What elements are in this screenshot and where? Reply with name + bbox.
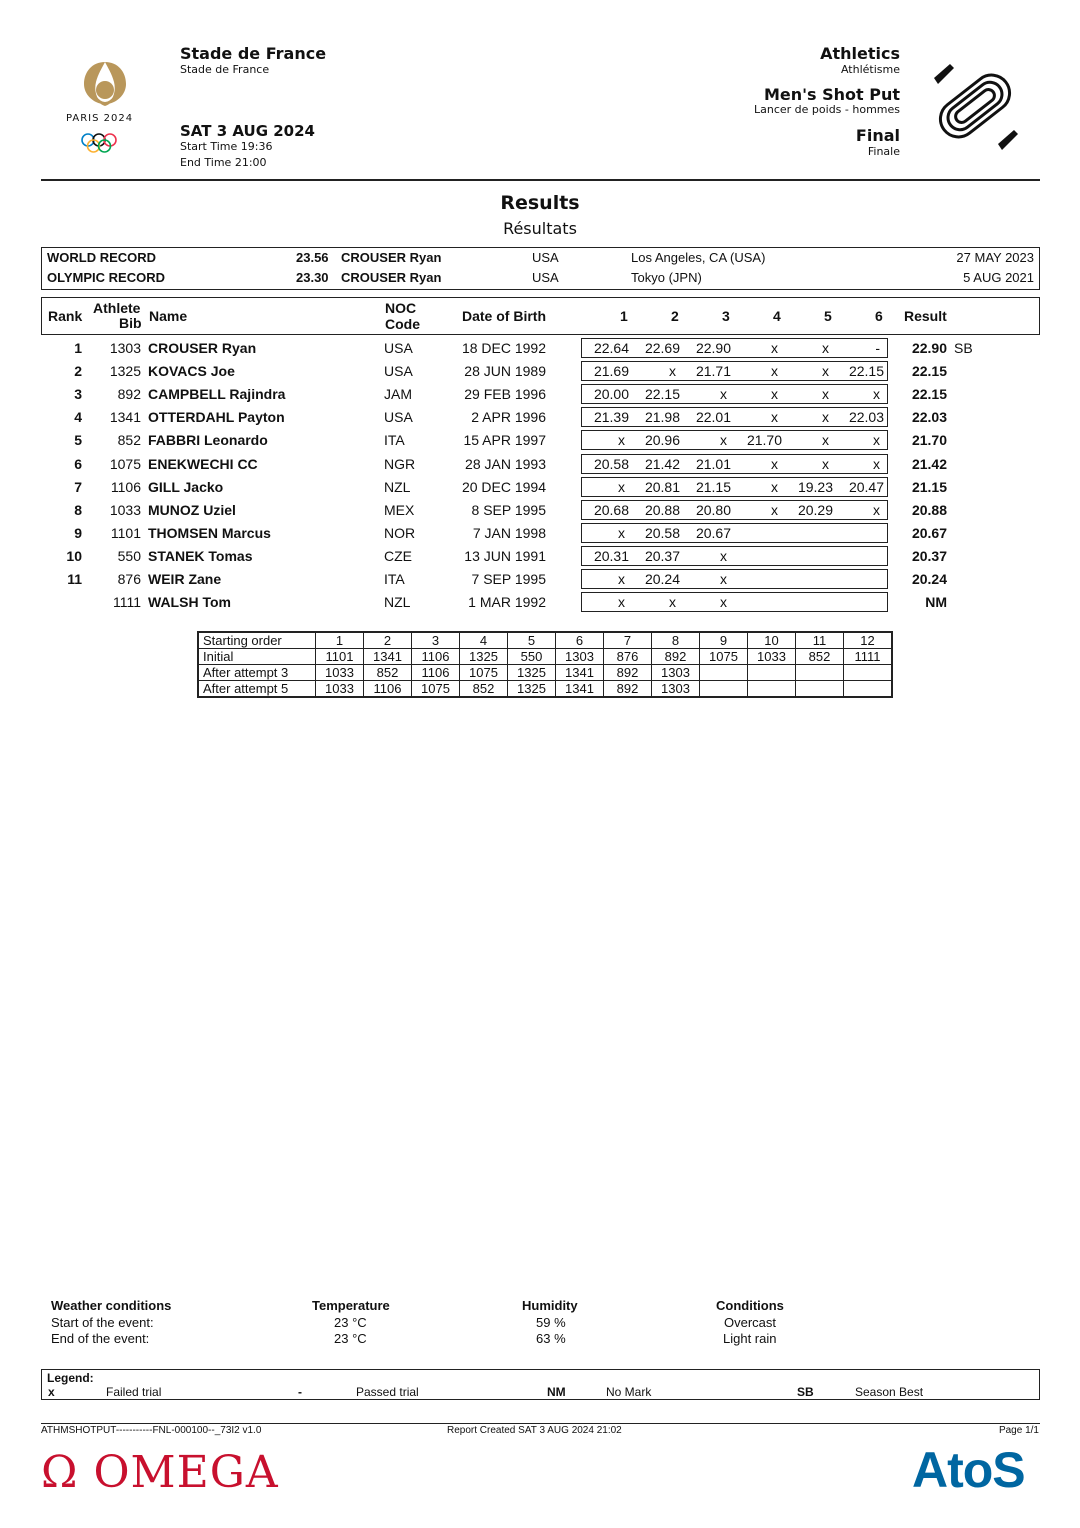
trial-4-cell: x (771, 340, 778, 356)
trials-box (581, 592, 888, 612)
athlete-name: OTTERDAHL Payton (148, 409, 285, 426)
dob-cell: 7 JAN 1998 (472, 524, 546, 541)
bib-cell: 12 (844, 632, 893, 649)
rank-cell: 6 (74, 455, 82, 472)
trial-2-cell: 20.37 (644, 547, 680, 564)
bib-cell: 10 (748, 632, 796, 649)
olympic-record-row (42, 268, 1039, 288)
bib-cell: 1101 (316, 649, 364, 665)
bib-cell: 1341 (364, 649, 412, 665)
omega-logo: Ω OMEGA (41, 1447, 279, 1498)
bib-cell: 1341 (109, 409, 141, 426)
noc-cell: NGR (384, 455, 416, 472)
trial-1-cell: x (618, 432, 625, 449)
athlete-name: MUNOZ Uziel (148, 501, 236, 518)
noc-cell: NZL (384, 594, 411, 611)
rank-cell: 10 (66, 547, 82, 564)
bib-cell: 1106 (412, 649, 460, 665)
bib-cell: 1033 (316, 665, 364, 681)
logo-wordmark: PARIS 2024 (66, 113, 134, 124)
report-created: Report Created SAT 3 AUG 2024 21:02 (447, 1425, 622, 1436)
document-code: ATHMSHOTPUT-----------FNL-000100--_73I2 v1.0 (41, 1425, 262, 1436)
record-date: 5 AUG 2021 (963, 270, 1034, 285)
legend-desc: Failed trial (106, 1385, 162, 1399)
col-rank: Rank (48, 308, 83, 324)
trial-6-cell: x (873, 501, 880, 518)
rank-cell: 8 (74, 501, 82, 518)
trial-3-cell: 21.15 (695, 478, 731, 495)
humidity-heading: Humidity (522, 1298, 578, 1313)
trial-1-cell: x (618, 524, 625, 541)
trial-3-cell: x (720, 547, 727, 564)
trial-6-cell: 22.03 (848, 409, 884, 426)
page-number: Page 1/1 (998, 1425, 1039, 1436)
bib-cell: 3 (412, 632, 460, 649)
venue-subtitle: Stade de France (180, 63, 270, 76)
bib-cell: 852 (364, 665, 412, 681)
trial-1-cell: x (618, 594, 625, 611)
bib-cell: 1303 (109, 340, 141, 356)
result-cell: 22.90 (911, 340, 947, 356)
bib-cell: 876 (117, 571, 141, 587)
dob-cell: 2 APR 1996 (471, 409, 546, 426)
result-cell: 21.70 (911, 432, 947, 449)
athlete-name: STANEK Tomas (148, 547, 253, 564)
record-label: WORLD RECORD (47, 250, 157, 265)
dob-cell: 29 FEB 1996 (464, 386, 546, 403)
trial-3-cell: 21.01 (695, 455, 731, 472)
record-athlete: CROUSER Ryan (341, 250, 442, 265)
trial-1-cell: 20.00 (593, 386, 629, 403)
result-row (41, 476, 1040, 499)
dob-cell: 15 APR 1997 (463, 432, 546, 449)
phase-title: Final (855, 126, 900, 145)
col-noc-2: Code (385, 316, 420, 332)
result-cell: 20.24 (911, 571, 947, 587)
legend-box (41, 1369, 1040, 1400)
trial-4-cell: 21.70 (746, 432, 782, 449)
record-noc: USA (532, 250, 559, 265)
sport-title: Athletics (820, 44, 900, 63)
trial-4-cell: x (771, 409, 778, 426)
bib-cell: 4 (460, 632, 508, 649)
trial-2-cell: x (669, 594, 676, 611)
trial-2-cell: 22.69 (644, 340, 680, 356)
result-cell: 22.15 (911, 386, 947, 403)
bib-cell: 1325 (508, 681, 556, 698)
trial-2-cell: 20.58 (644, 524, 680, 541)
result-row (41, 499, 1040, 522)
bib-cell (844, 681, 893, 698)
trial-6-cell: 20.47 (848, 478, 884, 495)
bib-cell: 1111 (112, 594, 141, 611)
trial-3-cell: x (720, 386, 727, 403)
trial-1-cell: 20.58 (593, 455, 629, 472)
result-row (41, 429, 1040, 452)
trials-box (581, 477, 888, 497)
footer-divider (41, 1423, 1040, 1424)
bib-cell: 1325 (109, 363, 141, 380)
athlete-name: FABBRI Leonardo (148, 432, 268, 449)
noc-cell: USA (384, 409, 413, 426)
trial-1-cell: 21.69 (593, 363, 629, 380)
dob-cell: 13 JUN 1991 (464, 547, 546, 564)
row-label: Starting order (198, 632, 316, 649)
end-temperature: 23 °C (334, 1331, 367, 1346)
rank-cell: 5 (74, 432, 82, 449)
bib-cell: 7 (604, 632, 652, 649)
col-t5: 5 (824, 308, 832, 324)
legend-code: SB (797, 1385, 814, 1399)
trial-6-cell: x (873, 455, 880, 472)
rank-cell: 1 (74, 340, 82, 356)
bib-cell: 892 (652, 649, 700, 665)
trial-1-cell: x (618, 478, 625, 495)
trial-3-cell: 20.80 (695, 501, 731, 518)
rank-cell: 4 (74, 409, 82, 426)
trial-5-cell: x (822, 432, 829, 449)
bib-cell: 1341 (556, 681, 604, 698)
bib-cell: 892 (604, 665, 652, 681)
results-subtitle: Résultats (503, 219, 577, 238)
noc-cell: ITA (384, 571, 405, 587)
event-date: SAT 3 AUG 2024 (180, 122, 315, 140)
bib-cell (796, 681, 844, 698)
trial-2-cell: 20.96 (644, 432, 680, 449)
athlete-name: KOVACS Joe (148, 363, 235, 380)
bib-cell: 1303 (556, 649, 604, 665)
result-cell: 20.88 (911, 501, 947, 518)
bib-cell: 1106 (364, 681, 412, 698)
dob-cell: 1 MAR 1992 (468, 594, 546, 611)
end-conditions: Light rain (723, 1331, 777, 1346)
trial-5-cell: x (822, 455, 829, 472)
header-divider (41, 179, 1040, 181)
bib-cell: 1106 (412, 665, 460, 681)
trial-3-cell: 22.90 (695, 340, 731, 356)
bib-cell: 892 (604, 681, 652, 698)
bib-cell: 8 (652, 632, 700, 649)
result-row (41, 383, 1040, 406)
bib-cell (700, 665, 748, 681)
trial-2-cell: 21.98 (644, 409, 680, 426)
legend-code: - (298, 1385, 302, 1399)
result-note: SB (954, 340, 973, 356)
col-result: Result (904, 308, 947, 324)
event-subtitle: Lancer de poids - hommes (754, 103, 900, 116)
bib-cell: 5 (508, 632, 556, 649)
rank-cell: 11 (67, 571, 82, 587)
dob-cell: 7 SEP 1995 (471, 571, 546, 587)
rank-cell: 7 (74, 478, 82, 495)
bib-cell: 550 (117, 547, 141, 564)
bib-cell: 1303 (652, 681, 700, 698)
bib-cell: 1106 (110, 478, 141, 495)
record-mark: 23.56 (296, 250, 329, 265)
starting-order-row (198, 649, 892, 665)
trial-1-cell: 20.68 (593, 501, 629, 518)
result-row (41, 453, 1040, 476)
trial-3-cell: x (720, 432, 727, 449)
trial-3-cell: 20.67 (695, 524, 731, 541)
trials-box (581, 523, 888, 543)
athlete-name: ENEKWECHI CC (148, 455, 258, 472)
result-cell: 22.15 (911, 363, 947, 380)
start-conditions: Overcast (724, 1315, 777, 1330)
legend-code: x (48, 1385, 55, 1399)
weather-end-label: End of the event: (51, 1331, 150, 1346)
rank-cell: 2 (74, 363, 82, 380)
athlete-name: THOMSEN Marcus (148, 524, 271, 541)
bib-cell: 1101 (110, 524, 141, 541)
legend-desc: Passed trial (356, 1385, 419, 1399)
trial-4-cell: x (771, 363, 778, 380)
start-humidity: 59 % (536, 1315, 566, 1330)
temperature-heading: Temperature (312, 1298, 390, 1313)
end-humidity: 63 % (536, 1331, 566, 1346)
trial-1-cell: 22.64 (593, 340, 629, 356)
trial-6-cell: x (873, 386, 880, 403)
bib-cell: 1033 (109, 501, 141, 518)
sport-subtitle: Athlétisme (840, 63, 900, 76)
athlete-name: CROUSER Ryan (148, 340, 257, 356)
col-t6: 6 (875, 308, 883, 324)
athlete-name: CAMPBELL Rajindra (148, 386, 286, 403)
trial-5-cell: 19.23 (797, 478, 833, 495)
trial-4-cell: x (771, 386, 778, 403)
bib-cell: 6 (556, 632, 604, 649)
trial-5-cell: 20.29 (797, 501, 833, 518)
event-title: Men's Shot Put (763, 85, 900, 104)
col-t3: 3 (722, 308, 730, 324)
result-cell: 22.03 (911, 409, 947, 426)
athlete-name: WALSH Tom (148, 594, 231, 611)
noc-cell: USA (384, 363, 413, 380)
bib-cell: 1033 (748, 649, 796, 665)
rank-cell: 9 (74, 524, 82, 541)
record-noc: USA (532, 270, 559, 285)
athlete-name: GILL Jacko (148, 478, 224, 495)
athletics-pictogram-icon (926, 58, 1024, 154)
start-time: Start Time 19:36 (180, 140, 273, 153)
trial-2-cell: 20.88 (644, 501, 680, 518)
col-dob: Date of Birth (462, 308, 546, 324)
result-cell: 21.42 (911, 455, 947, 472)
dob-cell: 18 DEC 1992 (461, 340, 546, 356)
col-t1: 1 (620, 308, 628, 324)
bib-cell (700, 681, 748, 698)
col-t2: 2 (671, 308, 679, 324)
noc-cell: NOR (384, 524, 416, 541)
col-bib-1: Athlete (93, 300, 141, 316)
legend-title: Legend: (47, 1371, 94, 1385)
bib-cell: 1 (316, 632, 364, 649)
trial-3-cell: 21.71 (695, 363, 731, 380)
noc-cell: ITA (384, 432, 405, 449)
trial-6-cell: 22.15 (848, 363, 884, 380)
trial-5-cell: x (822, 363, 829, 380)
row-label: After attempt 5 (198, 681, 316, 698)
trial-4-cell: x (771, 455, 778, 472)
result-cell: 21.15 (911, 478, 947, 495)
noc-cell: JAM (384, 386, 412, 403)
trial-6-cell: - (875, 340, 880, 356)
atos-logo: AtoS (912, 1442, 1025, 1498)
bib-cell: 1303 (652, 665, 700, 681)
bib-cell: 1075 (412, 681, 460, 698)
record-date: 27 MAY 2023 (956, 250, 1034, 265)
bib-cell: 1033 (316, 681, 364, 698)
bib-cell: 852 (460, 681, 508, 698)
record-label: OLYMPIC RECORD (47, 270, 165, 285)
record-athlete: CROUSER Ryan (341, 270, 442, 285)
results-title: Results (500, 192, 580, 214)
trial-3-cell: x (720, 594, 727, 611)
trial-2-cell: 20.24 (644, 571, 680, 587)
result-row (41, 337, 1040, 360)
dob-cell: 8 SEP 1995 (471, 501, 546, 518)
bib-cell: 876 (604, 649, 652, 665)
trial-5-cell: x (822, 340, 829, 356)
paris-2024-logo (52, 48, 160, 160)
trials-box (581, 430, 888, 450)
bib-cell: 892 (117, 386, 141, 403)
result-cell: 20.37 (911, 547, 947, 564)
row-label: Initial (198, 649, 316, 665)
dob-cell: 28 JUN 1989 (464, 363, 546, 380)
phase-subtitle: Finale (867, 145, 900, 158)
rank-cell: 3 (74, 386, 82, 403)
bib-cell: 1341 (556, 665, 604, 681)
trials-box (581, 569, 888, 589)
col-name: Name (149, 308, 188, 324)
trial-1-cell: 20.31 (593, 547, 629, 564)
dob-cell: 20 DEC 1994 (461, 478, 546, 495)
starting-order-row (198, 665, 892, 681)
trial-2-cell: 20.81 (644, 478, 680, 495)
weather-start-label: Start of the event: (51, 1315, 154, 1330)
bib-cell: 852 (117, 432, 141, 449)
result-row (41, 545, 1040, 568)
trial-6-cell: x (873, 432, 880, 449)
col-bib-2: Bib (119, 315, 142, 331)
bib-cell: 1111 (844, 649, 893, 665)
conditions-heading: Conditions (716, 1298, 784, 1313)
bib-cell: 9 (700, 632, 748, 649)
world-record-row (42, 248, 1039, 268)
trial-1-cell: 21.39 (593, 409, 629, 426)
start-temperature: 23 °C (334, 1315, 367, 1330)
noc-cell: NZL (384, 478, 411, 495)
row-label: After attempt 3 (198, 665, 316, 681)
bib-cell (748, 665, 796, 681)
results-header (41, 297, 1040, 335)
bib-cell: 2 (364, 632, 412, 649)
trial-5-cell: x (822, 386, 829, 403)
trial-4-cell: x (771, 478, 778, 495)
trial-3-cell: x (720, 571, 727, 587)
bib-cell: 852 (796, 649, 844, 665)
legend-code: NM (547, 1385, 566, 1399)
weather-heading: Weather conditions (51, 1298, 172, 1313)
dob-cell: 28 JAN 1993 (465, 455, 546, 472)
bib-cell: 1075 (700, 649, 748, 665)
bib-cell: 1325 (460, 649, 508, 665)
result-row (41, 360, 1040, 383)
trial-1-cell: x (618, 571, 625, 587)
record-mark: 23.30 (296, 270, 329, 285)
trial-2-cell: 22.15 (644, 386, 680, 403)
starting-order-row (198, 632, 892, 649)
trial-5-cell: x (822, 409, 829, 426)
bib-cell (844, 665, 893, 681)
bib-cell: 1325 (508, 665, 556, 681)
trial-4-cell: x (771, 501, 778, 518)
starting-order-row (198, 681, 892, 698)
bib-cell: 1075 (460, 665, 508, 681)
trial-2-cell: x (669, 363, 676, 380)
noc-cell: MEX (384, 501, 415, 518)
record-place: Tokyo (JPN) (631, 270, 702, 285)
bib-cell: 550 (508, 649, 556, 665)
starting-order-table (197, 631, 893, 698)
athlete-name: WEIR Zane (148, 571, 222, 587)
result-cell: NM (925, 594, 947, 611)
col-t4: 4 (773, 308, 781, 324)
result-row (41, 591, 1040, 614)
trial-3-cell: 22.01 (695, 409, 731, 426)
bib-cell (748, 681, 796, 698)
records-box (41, 247, 1040, 290)
result-row (41, 568, 1040, 591)
result-row (41, 406, 1040, 429)
noc-cell: USA (384, 340, 413, 356)
venue-title: Stade de France (180, 44, 327, 63)
col-noc-1: NOC (385, 300, 417, 316)
noc-cell: CZE (384, 547, 412, 564)
result-cell: 20.67 (911, 524, 947, 541)
record-place: Los Angeles, CA (USA) (631, 250, 766, 265)
bib-cell: 11 (796, 632, 844, 649)
end-time: End Time 21:00 (180, 156, 267, 169)
trial-2-cell: 21.42 (644, 455, 680, 472)
result-row (41, 522, 1040, 545)
legend-desc: No Mark (606, 1385, 652, 1399)
bib-cell: 1075 (109, 455, 141, 472)
legend-desc: Season Best (855, 1385, 924, 1399)
bib-cell (796, 665, 844, 681)
